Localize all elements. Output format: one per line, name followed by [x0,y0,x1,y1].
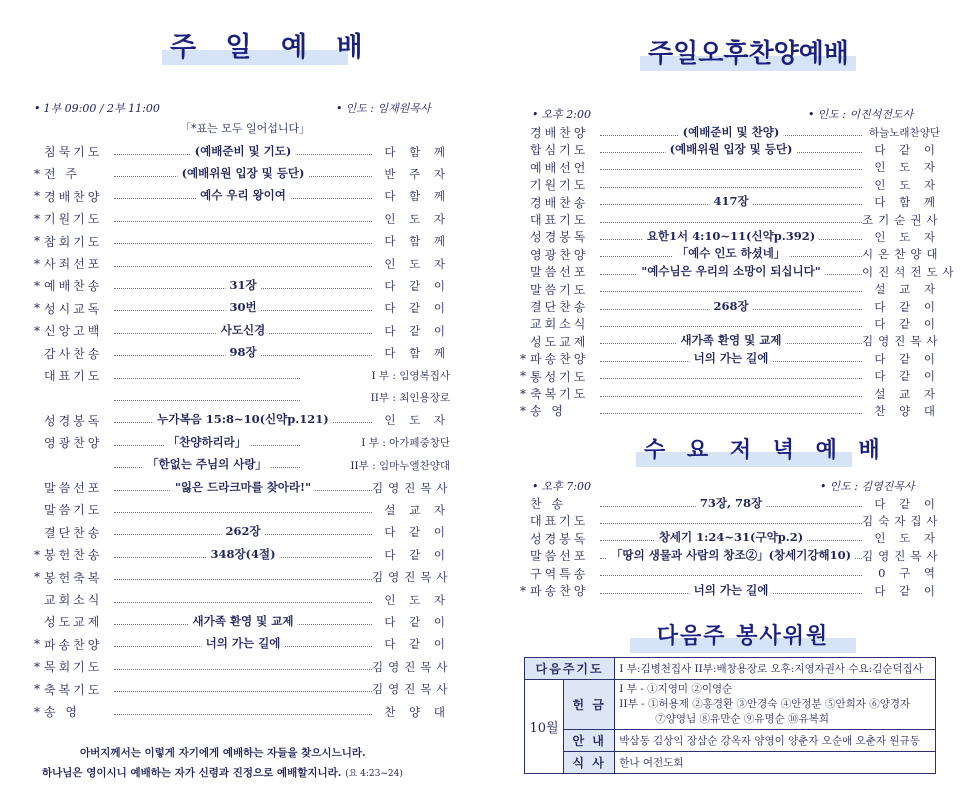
next-week-volunteers-title: 다음주 봉사위원 [630,616,856,656]
order-leader: 인 도 자 [384,211,450,226]
service-row [30,544,450,565]
stand-marker: * [520,386,526,401]
order-content: 「한없는 주님의 사랑」 [143,456,271,472]
table-row [525,658,936,680]
stand-marker: * [34,166,40,181]
order-label: 대표기도 [530,213,589,227]
sunday-worship-time: • 1부 09:00 / 2부 11:00 [34,102,160,115]
service-row [30,656,453,677]
order-label: 대표기도 [44,369,103,383]
order-content: 「찬양하리라」 [164,434,251,450]
leader-dots [114,524,372,539]
order-leader: 인 도 자 [874,177,940,192]
order-label: 축복기도 [44,682,103,697]
order-content: 너의 가는 길에 [202,635,285,651]
order-label: 참회기도 [44,234,103,249]
order-content: 「예수 인도 하셨네」 [673,245,790,261]
leader-dots [114,378,300,379]
order-content: 417장 [709,193,752,209]
leader-dots [600,246,862,261]
service-row [30,701,450,722]
meal-names: 한나 여전도회 [615,752,936,774]
sunday-worship-leader: • 인도 : 임재원목사 [336,102,431,115]
stand-marker: * [34,570,40,585]
next-prayer-names: I 부:김병천집사 II부:배창용장로 오후:지영자권사 수요:김순덕집사 [615,658,936,680]
order-label: 기원기도 [530,178,589,193]
order-leader: II부 : 임마누엘찬양대 [350,459,450,472]
leader-dots [114,400,300,401]
order-leader: I 부 : 임영복집사 [371,370,450,382]
order-leader: 설 교 자 [384,502,450,517]
order-label: 말씀선포 [530,549,589,564]
service-row [516,400,940,421]
order-leader: 김영진목사 [372,682,453,697]
leader-dots [114,412,372,427]
leader-dots [600,194,862,209]
offering-line-3: ⑦양영님 ⑧유만순 ⑨유명순 ⑩유복희 [655,713,830,725]
order-leader: 다 함 께 [384,144,450,159]
stand-marker: * [520,351,526,366]
order-label: 결단찬송 [530,300,589,314]
leader-dots [600,582,862,597]
service-row [30,567,453,588]
order-label: 성도교제 [44,615,103,630]
order-content: "잃은 드라크마를 찾아라!" [171,479,315,495]
service-row [30,163,450,184]
leader-dots [600,298,862,313]
order-label: 기원기도 [44,212,103,227]
order-leader: 찬 양 대 [384,704,450,719]
next-prayer-header: 다음주기도 [525,658,615,680]
order-content: 새가족 환영 및 교제 [677,332,786,348]
stand-marker: * [520,403,526,418]
order-leader: 시온찬양대 [862,247,943,262]
order-label: 찬 송 [530,497,566,511]
order-label: 말씀선포 [530,265,589,280]
verse-line-1: 아버지께서는 이렇게 자기에게 예배하는 자들을 찾으시느니라. [80,747,366,759]
order-leader: 조기순권사 [862,212,943,227]
order-leader: 다 같 이 [874,316,940,331]
leader-dots [114,691,372,692]
table-row [525,752,936,774]
order-leader: 다 같 이 [384,637,450,652]
service-row [30,141,450,162]
order-leader: 김영진목사 [372,480,453,495]
service-row [30,455,450,476]
service-row [30,589,450,610]
order-label: 통성기도 [530,369,589,384]
order-leader: 찬 양 대 [874,403,940,418]
offering-line-2: II부 - ①허용제 ②홍경환 ③안경숙 ④안정분 ⑤안희자 ⑥양경자 [619,698,911,710]
order-leader: 인 도 자 [384,256,450,271]
leader-dots [114,602,372,603]
leader-dots [114,613,372,628]
leader-dots [600,187,862,188]
order-content: 요한1서 4:10~11(신약p.392) [643,228,819,244]
stand-marker: * [34,234,40,249]
stand-marker: * [34,323,40,338]
order-label: 파송찬양 [44,637,103,652]
order-label: 파송찬양 [530,352,589,367]
order-label: 사죄선포 [44,257,103,271]
service-row [30,477,453,498]
leader-dots [114,243,372,244]
order-content: 너의 가는 길에 [690,350,773,366]
order-label: 성도교제 [530,334,589,349]
order-leader: 다 같 이 [874,369,940,384]
order-content: (예배위원 입장 및 등단) [178,165,309,181]
leader-dots [600,547,862,562]
leader-dots [600,495,862,510]
leader-dots [114,165,372,180]
leader-dots [114,277,372,292]
order-label: 구역특송 [530,566,589,581]
stand-marker: * [34,211,40,226]
stand-marker: * [34,704,40,719]
offering-header: 헌 금 [564,680,615,730]
order-label: 신앙고백 [44,324,103,339]
standing-note: 「*표는 모두 일어섭니다」 [180,122,311,135]
order-label: 침묵기도 [44,145,103,159]
leader-dots [600,169,862,170]
stand-marker: * [34,256,40,271]
order-content: 73장, 78장 [696,495,766,511]
order-label: 성경봉독 [44,413,103,428]
volunteers-table [524,657,936,774]
service-row [30,253,450,274]
leader-dots [600,575,862,576]
order-label: 봉헌축복 [44,570,103,585]
stand-marker: * [34,278,40,293]
order-label: 말씀기도 [530,282,589,297]
order-content: 98장 [225,344,260,360]
leader-dots [114,457,300,472]
leader-dots [600,291,862,292]
verse-line-2: 하나님은 영이시니 예배하는 자가 신령과 진정으로 예배할지니라. (요 4:23~24) [42,767,403,779]
order-content: 30번 [225,299,260,315]
stand-marker: * [34,301,40,316]
order-leader: 인 도 자 [874,531,940,546]
order-label: 성시교독 [44,301,103,316]
leader-dots [600,378,862,379]
order-leader: 다 같 이 [874,299,940,314]
leader-dots [600,350,862,365]
order-label: 말씀선포 [44,481,103,495]
stand-marker: * [520,369,526,384]
order-content: 사도신경 [217,322,269,338]
afternoon-worship-title: 주일오후찬양예배 [640,34,856,74]
meal-header: 식 사 [564,752,615,774]
order-content: 262장 [221,523,264,539]
order-content: 창세기 1:24~31(구약p.2) [655,529,807,545]
order-leader: 다 같 이 [384,301,450,316]
order-leader: 인 도 자 [874,229,940,244]
leader-dots [600,530,862,545]
afternoon-worship-leader: • 인도 : 이진석전도사 [808,108,914,121]
service-row [30,679,453,700]
order-leader: 다 같 이 [384,614,450,629]
usher-names: 박삼동 김상익 장삼순 강옥자 양영이 양춘자 오순애 오춘자 원규동 [615,730,936,752]
offering-line-1: I 부 - ①지영미 ②이영순 [619,683,733,695]
order-label: 교회소식 [44,593,103,607]
order-leader: 다 함 께 [384,189,450,204]
service-row [30,320,450,341]
order-content: 「땅의 생물과 사람의 창조②」(창세기강해10) [607,547,855,563]
order-label: 영광찬양 [530,247,589,262]
order-label: 말씀기도 [44,503,103,518]
order-leader: 인 도 자 [384,413,450,428]
order-content: "예수님은 우리의 소망이 되십니다" [637,263,825,279]
leader-dots [114,322,372,337]
stand-marker: * [34,547,40,562]
order-label: 축복기도 [530,387,589,401]
order-content: 268장 [709,298,752,314]
leader-dots [114,546,372,561]
leader-dots [114,479,372,494]
leader-dots [600,222,862,223]
service-row [30,298,450,319]
order-label: 송 영 [44,705,80,719]
service-row [30,634,450,655]
order-content: 누가복음 15:8~10(신약p.121) [153,411,332,427]
order-leader: 다 같 이 [384,547,450,562]
wednesday-worship-time: • 오후 7:00 [532,480,591,493]
stand-marker: * [34,637,40,652]
service-row [30,611,450,632]
service-row [30,208,450,229]
order-leader: 다 같 이 [384,323,450,338]
order-leader: 김영진목사 [862,334,943,349]
order-label: 송 영 [530,404,566,419]
wednesday-worship-leader: • 인도 : 김영진목사 [820,480,915,493]
leader-dots [114,669,372,670]
service-row [30,522,450,543]
order-label: 결단찬송 [44,525,103,540]
order-leader: 다 같 이 [384,278,450,293]
order-leader: 다 같 이 [874,496,940,511]
order-leader: 하늘노래찬양단 [868,127,940,139]
order-content: 너의 가는 길에 [690,582,773,598]
usher-header: 안 내 [564,730,615,752]
order-leader: 다 같 이 [874,583,940,598]
order-label: 합심기도 [530,143,589,158]
order-label: 전 주 [44,167,80,182]
order-leader: 김영진목사 [372,570,453,585]
service-row [30,387,450,408]
order-label: 교회소식 [530,317,589,332]
order-leader: 반 주 자 [384,166,450,181]
offering-names [615,680,936,730]
leader-dots [114,143,372,158]
leader-dots [114,579,372,580]
afternoon-worship-time: • 오후 2:00 [532,108,591,121]
order-leader: 다 함 께 [384,346,450,361]
order-leader: 다 같 이 [874,142,940,157]
leader-dots [600,124,862,139]
leader-dots [114,221,372,222]
order-leader: 인 도 자 [874,160,940,175]
order-label: 파송찬양 [530,584,589,598]
wednesday-worship-title: 수 요 저 녁 예 배 [636,430,852,470]
service-row [30,365,450,386]
leader-dots [114,714,372,715]
order-leader: 김숙자집사 [862,513,943,528]
leader-dots [600,523,862,524]
leader-dots [114,345,372,360]
leader-dots [114,266,372,267]
order-label: 예배선언 [530,160,589,175]
leader-dots [600,413,862,414]
order-leader: 다 함 께 [384,234,450,249]
order-leader: 김영진목사 [372,659,453,674]
order-label: 경배찬양 [530,126,589,140]
order-content: 예수 우리 왕이여 [196,187,290,203]
service-row [30,343,450,364]
order-label: 봉헌찬송 [44,548,103,563]
leader-dots [114,188,372,203]
leader-dots [600,263,862,278]
order-leader: 김영진목사 [862,548,943,563]
service-row [30,432,450,453]
order-leader: 0 구 역 [878,566,940,581]
order-leader: 설 교 자 [874,282,940,297]
leader-dots [114,636,372,651]
verse-reference: (요 4:23~24) [345,769,403,779]
order-label: 성경봉독 [530,531,589,546]
order-label: 예배찬송 [44,279,103,294]
order-leader: I 부 : 아가페중창단 [361,437,450,450]
order-content: (예배준비 및 찬양) [679,124,784,140]
order-label: 성경봉독 [530,230,589,245]
leader-dots [600,141,862,156]
service-row [30,410,450,431]
order-leader: II부 : 최인용장로 [370,392,450,405]
order-leader: 다 함 께 [874,195,940,210]
order-label: 감사찬송 [44,346,103,361]
stand-marker: * [520,583,526,598]
order-content: (예배위원 입장 및 등단) [666,141,797,157]
service-row [30,499,450,520]
month-label: 10월 [525,680,564,774]
order-content: (예배준비 및 기도) [191,143,296,159]
service-row [516,580,940,601]
order-label: 경배찬양 [44,189,103,204]
order-leader: 다 같 이 [874,351,940,366]
leader-dots [600,228,862,243]
order-leader: 설 교 자 [874,386,940,401]
leader-dots [600,333,862,348]
stand-marker: * [34,659,40,674]
leader-dots [600,326,862,327]
table-row [525,680,936,730]
leader-dots [114,434,300,449]
order-leader: 이진석전도사 [862,264,959,279]
leader-dots [114,512,372,513]
leader-dots [600,396,862,397]
order-label: 경배찬송 [530,195,589,210]
stand-marker: * [34,682,40,697]
order-label: 영광찬양 [44,436,103,451]
order-content: 348장(4절) [206,546,279,562]
order-content: 새가족 환영 및 교제 [189,613,298,629]
order-label: 대표기도 [530,514,589,529]
order-leader: 인 도 자 [384,592,450,607]
order-leader: 다 같 이 [384,525,450,540]
table-row [525,730,936,752]
stand-marker: * [34,189,40,204]
leader-dots [114,300,372,315]
order-content: 31장 [225,277,260,293]
sunday-worship-title: 주 일 예 배 [162,28,348,68]
order-label: 목회기도 [44,660,103,675]
service-row [30,231,450,252]
service-row [30,275,450,296]
service-row [30,186,450,207]
